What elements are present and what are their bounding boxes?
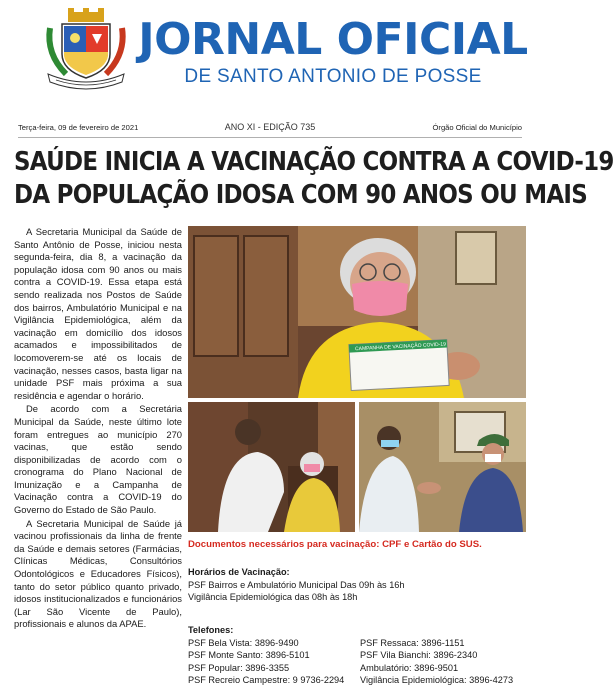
article-body [14, 226, 182, 632]
municipal-coat-of-arms-icon [44, 8, 128, 86]
photo-vaccination-elderly-man [359, 402, 526, 532]
headline-line-1: SAÚDE INICIA A VACINAÇÃO CONTRA A COVID-19 [14, 147, 614, 177]
newspaper-title: JORNAL OFICIAL [138, 14, 528, 65]
phone-entry: PSF Vila Bianchi: 3896-2340 [360, 650, 478, 661]
issue-edition: ANO XI - EDIÇÃO 735 [224, 122, 316, 132]
phones-column-right [360, 637, 526, 687]
phone-entry: PSF Bela Vista: 3896-9490 [188, 637, 299, 648]
article-paragraph: A Secretaria Municipal de Saúde já vacinou profissionais da linha de frente da Saúde e demais setores (Farmácias, Clínicas Médicas, Consultórios Odontológicos e Educadores Físicos), tanto do setor público quanto privado, idosos institucionalizados e funcionários (Lar São Vicente de Paulo), profissionais e alunos da APAE. [14, 517, 182, 630]
phone-entry: Vigilância Epidemiológica: 3896-4273 [360, 675, 514, 686]
phone-entry: PSF Popular: 3896-3355 [188, 662, 290, 673]
photo-vaccination-elderly-woman [188, 402, 355, 532]
hours-line: Vigilância Epidemiológica das 08h às 18h [188, 592, 358, 603]
vaccination-hours [188, 566, 526, 604]
article-paragraph: A Secretaria Municipal da Saúde de Santo Antônio de Posse, iniciou nesta segunda-feira, dia 8, a vacinação da população idosa com 90 anos ou mais contra a COVID-19. Essa etapa está sendo realizada nos Postos de Saúde dos bairros, Ambulatório Municipal e na Vigilância Epidemiológica, além da vacinação em domicílio dos idosos acamados e impossibilitados de locomoverem-se até os locais de vacinação, nesses casos, basta ligar na unidade PSF mais próxima a sua residência e agendar o horário. [14, 226, 182, 401]
article-headline [14, 146, 614, 212]
masthead [0, 0, 540, 118]
phone-directory [188, 624, 526, 687]
photo-elderly-woman-vaccination-card [188, 226, 526, 398]
hours-title: Horários de Vacinação: [188, 567, 290, 577]
phone-entry: PSF Recreio Campestre: 9 9736-2294 [188, 675, 345, 686]
newspaper-subtitle: DE SANTO ANTONIO DE POSSE [184, 66, 482, 87]
article-paragraph: De acordo com a Secretária Municipal da Saúde, neste último lote foram entregues ao município 270 vacinas, que estão sendo disponibilizadas de acordo com o cronograma do Plano Nacional de Imunização e a Campanha de Vacinação contra a COVID-19 do Governo do Estado de São Paulo. [14, 403, 182, 516]
hours-line: PSF Bairros e Ambulatório Municipal Das 09h às 16h [188, 579, 405, 590]
documents-required: Documentos necessários para vacinação: CPF e Cartão do SUS. [188, 539, 482, 550]
issue-date: Terça-feira, 09 de fevereiro de 2021 [18, 123, 139, 132]
phone-entry: PSF Ressaca: 3896-1151 [360, 637, 465, 648]
card-text: CAMPANHA DE VACINAÇÃO COVID-19 [354, 341, 447, 353]
phones-column-left [188, 637, 360, 687]
phone-entry: Ambulatório: 3896-9501 [360, 662, 459, 673]
issue-info-bar [18, 120, 522, 138]
phone-entry: PSF Monte Santo: 3896-5101 [188, 650, 310, 661]
headline-line-2: DA POPULAÇÃO IDOSA COM 90 ANOS OU MAIS [14, 180, 588, 210]
phones-title: Telefones: [188, 625, 234, 635]
issue-organ: Órgão Oficial do Município [432, 123, 522, 132]
